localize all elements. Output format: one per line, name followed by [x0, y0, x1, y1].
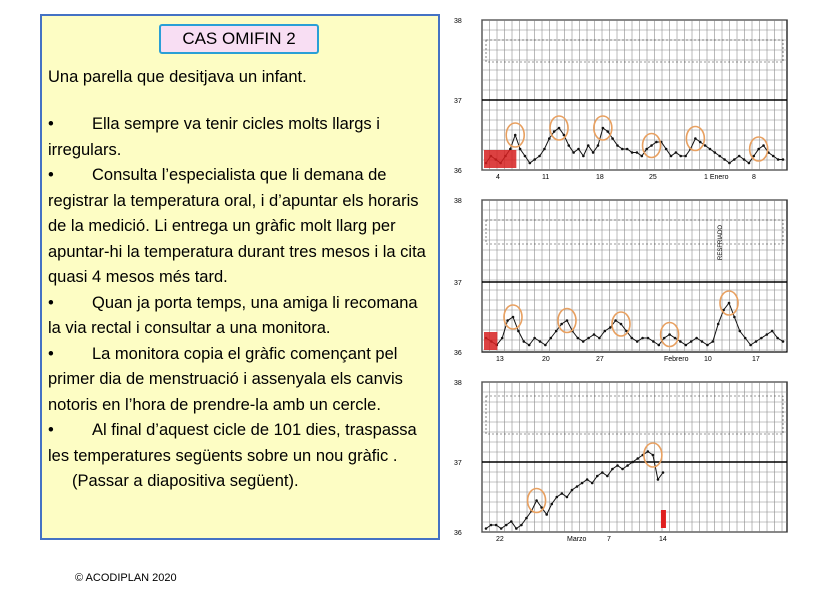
- temperature-point: [757, 148, 760, 151]
- temperature-point: [723, 158, 726, 161]
- temperature-point: [744, 337, 747, 340]
- x-tick-label: 20: [542, 356, 550, 363]
- temperature-point: [566, 319, 569, 322]
- temperature-point: [544, 344, 547, 347]
- temperature-point: [566, 496, 569, 499]
- temperature-point: [652, 340, 655, 343]
- x-tick-label: Marzo: [567, 536, 587, 543]
- temperature-point: [616, 144, 619, 147]
- temperature-chart-3: [452, 374, 794, 549]
- menses-mark: [661, 510, 666, 528]
- temperature-point: [606, 130, 609, 133]
- temperature-point: [694, 137, 697, 140]
- temperature-point: [596, 475, 599, 478]
- temperature-point: [616, 464, 619, 467]
- final-note: (Passar a diapositiva següent).: [72, 472, 299, 490]
- temperature-point: [525, 517, 528, 520]
- temperature-point: [485, 527, 488, 530]
- temperature-point: [533, 158, 536, 161]
- temperature-point: [650, 144, 653, 147]
- temperature-point: [587, 337, 590, 340]
- temperature-point: [506, 319, 509, 322]
- temperature-point: [490, 524, 493, 527]
- x-tick-label: 17: [752, 356, 760, 363]
- temperature-point: [614, 319, 617, 322]
- bullet-glyph: •: [48, 293, 54, 312]
- x-tick-label: 27: [596, 356, 604, 363]
- temperature-point: [587, 144, 590, 147]
- temperature-point: [512, 316, 515, 319]
- temperature-point: [658, 344, 661, 347]
- list-item: [48, 112, 432, 163]
- temperature-point: [631, 337, 634, 340]
- temperature-point: [545, 513, 548, 516]
- temperature-point: [675, 151, 678, 154]
- temperature-point: [515, 527, 518, 530]
- y-tick-label: 38: [454, 18, 462, 25]
- temperature-point: [517, 330, 520, 333]
- temperature-point: [582, 340, 585, 343]
- temperature-point: [684, 155, 687, 158]
- temperature-point: [701, 340, 704, 343]
- bullet-glyph: •: [48, 421, 54, 439]
- temperature-point: [647, 450, 650, 453]
- temperature-point: [776, 337, 779, 340]
- temperature-point: [601, 471, 604, 474]
- temperature-chart-2: [452, 192, 794, 367]
- temperature-point: [509, 148, 512, 151]
- list-item: [48, 342, 432, 419]
- temperature-point: [652, 454, 655, 457]
- temperature-point: [752, 155, 755, 158]
- temperature-point: [766, 333, 769, 336]
- temperature-point: [558, 127, 561, 130]
- y-tick-label: 37: [454, 460, 462, 467]
- x-tick-label: 14: [659, 536, 667, 543]
- list-item: [48, 163, 432, 291]
- chart-frame: [482, 382, 787, 532]
- temperature-point: [602, 127, 605, 130]
- temperature-point: [556, 496, 559, 499]
- temperature-point: [604, 330, 607, 333]
- temperature-point: [520, 524, 523, 527]
- y-tick-label: 38: [454, 198, 462, 205]
- temperature-point: [539, 340, 542, 343]
- temperature-point: [782, 340, 785, 343]
- x-tick-label: 11: [542, 174, 550, 181]
- y-tick-label: 36: [454, 168, 462, 175]
- menses-mark: [484, 150, 516, 168]
- x-tick-label: 4: [496, 174, 500, 181]
- list-item-text: Consulta l’especialista que li demana de registrar la temperatura oral, i d’apuntar els horaris de la medició. Li entrega un gràfic molt llarg per apuntar-hi la temperatura durant tres mesos i la cita quasi 4 mesos més tard.: [48, 166, 426, 286]
- temperature-point: [528, 344, 531, 347]
- temperature-point: [535, 499, 538, 502]
- temperature-point: [738, 155, 741, 158]
- temperature-point: [663, 337, 666, 340]
- temperature-point: [772, 155, 775, 158]
- temperature-point: [501, 337, 504, 340]
- temperature-point: [606, 475, 609, 478]
- list-item: [48, 418, 432, 469]
- temperature-point: [543, 148, 546, 151]
- temperature-point: [548, 137, 551, 140]
- temperature-point: [524, 155, 527, 158]
- temperature-point: [704, 144, 707, 147]
- copyright-notice: © ACODIPLAN 2020: [75, 572, 177, 584]
- temperature-point: [631, 151, 634, 154]
- x-tick-label: 7: [607, 536, 611, 543]
- temperature-point: [567, 144, 570, 147]
- x-tick-label: 25: [649, 174, 657, 181]
- temperature-point: [728, 302, 731, 305]
- temperature-point: [739, 330, 742, 333]
- menses-mark: [484, 332, 497, 350]
- temperature-point: [655, 141, 658, 144]
- temperature-point: [523, 340, 526, 343]
- x-tick-label: 18: [596, 174, 604, 181]
- slide-title: [159, 24, 319, 54]
- x-tick-label: 1 Enero: [704, 174, 729, 181]
- list-item-text: Ella sempre va tenir cicles molts llargs i irregulars.: [48, 115, 380, 159]
- list-item: [48, 291, 432, 342]
- temperature-point: [782, 158, 785, 161]
- bullet-list: [48, 112, 432, 495]
- temperature-point: [597, 144, 600, 147]
- temperature-point: [657, 478, 660, 481]
- temperature-point: [576, 485, 579, 488]
- list-item-text: Al final d’aquest cicle de 101 dies, traspassa les temperatures següents sobre un nou gràfic .: [48, 421, 417, 465]
- temperature-point: [550, 503, 553, 506]
- temperature-point: [695, 337, 698, 340]
- temperature-point: [641, 155, 644, 158]
- temperature-point: [712, 340, 715, 343]
- temperature-chart-1: [452, 12, 794, 187]
- temperature-point: [571, 489, 574, 492]
- temperature-point: [626, 148, 629, 151]
- temperature-point: [621, 148, 624, 151]
- temperature-point: [685, 344, 688, 347]
- slide-text-box: [40, 14, 440, 540]
- temperature-point: [529, 162, 532, 165]
- list-item-text: Quan ja porta temps, una amiga li recomana la via rectal i consultar a una monitora.: [48, 293, 418, 337]
- bullet-glyph: •: [48, 344, 54, 363]
- y-tick-label: 38: [454, 380, 462, 387]
- chart-frame: [482, 200, 787, 352]
- temperature-point: [645, 148, 648, 151]
- temperature-point: [748, 162, 751, 165]
- temperature-point: [555, 330, 558, 333]
- temperature-point: [690, 340, 693, 343]
- x-tick-label: 13: [496, 356, 504, 363]
- temperature-point: [714, 151, 717, 154]
- temperature-point: [611, 137, 614, 140]
- slide-title-text: CAS OMIFIN 2: [182, 29, 296, 48]
- temperature-point: [760, 337, 763, 340]
- y-tick-label: 37: [454, 98, 462, 105]
- temperature-point: [505, 524, 508, 527]
- temperature-point: [621, 468, 624, 471]
- temperature-point: [636, 151, 639, 154]
- temperature-point: [581, 482, 584, 485]
- temperature-point: [755, 340, 758, 343]
- temperature-point: [733, 158, 736, 161]
- temperature-point: [733, 316, 736, 319]
- temperature-point: [609, 326, 612, 329]
- temperature-point: [519, 148, 522, 151]
- temperature-point: [591, 482, 594, 485]
- list-item-text: La monitora copia el gràfic començant pel primer dia de menstruació i assenyala els canvis notoris en l’hora de prendre-la amb un cercle.: [48, 344, 403, 414]
- temperature-charts-image: [452, 12, 794, 552]
- x-tick-label: 8: [752, 174, 756, 181]
- vertical-note: RESFRIADO: [718, 224, 724, 260]
- temperature-point: [510, 520, 513, 523]
- temperature-point: [620, 323, 623, 326]
- x-tick-label: Febrero: [664, 356, 689, 363]
- temperature-point: [679, 340, 682, 343]
- temperature-point: [636, 457, 639, 460]
- temperature-point: [598, 337, 601, 340]
- temperature-point: [674, 337, 677, 340]
- temperature-point: [743, 158, 746, 161]
- temperature-point: [572, 151, 575, 154]
- temperature-point: [577, 148, 580, 151]
- temperature-point: [553, 130, 556, 133]
- temperature-point: [699, 141, 702, 144]
- temperature-point: [611, 468, 614, 471]
- bullet-glyph: •: [48, 166, 54, 184]
- y-tick-label: 37: [454, 280, 462, 287]
- temperature-point: [577, 337, 580, 340]
- temperature-point: [777, 158, 780, 161]
- temperature-point: [718, 155, 721, 158]
- temperature-point: [670, 155, 673, 158]
- temperature-point: [593, 333, 596, 336]
- y-tick-label: 36: [454, 530, 462, 537]
- temperature-point: [533, 337, 536, 340]
- temperature-point: [728, 162, 731, 165]
- temperature-point: [709, 148, 712, 151]
- temperature-point: [706, 344, 709, 347]
- temperature-point: [631, 461, 634, 464]
- temperature-point: [560, 323, 563, 326]
- temperature-point: [561, 492, 564, 495]
- temperature-point: [550, 337, 553, 340]
- temperature-point: [647, 337, 650, 340]
- bullet-glyph: •: [48, 115, 54, 133]
- temperature-point: [717, 323, 720, 326]
- temperature-point: [668, 333, 671, 336]
- temperature-point: [679, 155, 682, 158]
- temperature-point: [636, 340, 639, 343]
- temperature-point: [500, 527, 503, 530]
- temperature-point: [538, 155, 541, 158]
- temperature-point: [641, 337, 644, 340]
- temperature-point: [626, 464, 629, 467]
- temperature-point: [665, 148, 668, 151]
- chart-frame: [482, 20, 787, 170]
- temperature-point: [514, 134, 517, 137]
- temperature-point: [586, 478, 589, 481]
- temperature-point: [563, 134, 566, 137]
- list-item-note: [48, 469, 432, 495]
- temperature-point: [495, 524, 498, 527]
- intro-text: Una parella que desitjava un infant.: [48, 68, 307, 86]
- temperature-point: [662, 471, 665, 474]
- temperature-point: [592, 151, 595, 154]
- temperature-point: [582, 155, 585, 158]
- temperature-point: [749, 344, 752, 347]
- x-tick-label: 22: [496, 536, 504, 543]
- temperature-point: [762, 144, 765, 147]
- y-tick-label: 36: [454, 350, 462, 357]
- x-tick-label: 10: [704, 356, 712, 363]
- temperature-point: [771, 330, 774, 333]
